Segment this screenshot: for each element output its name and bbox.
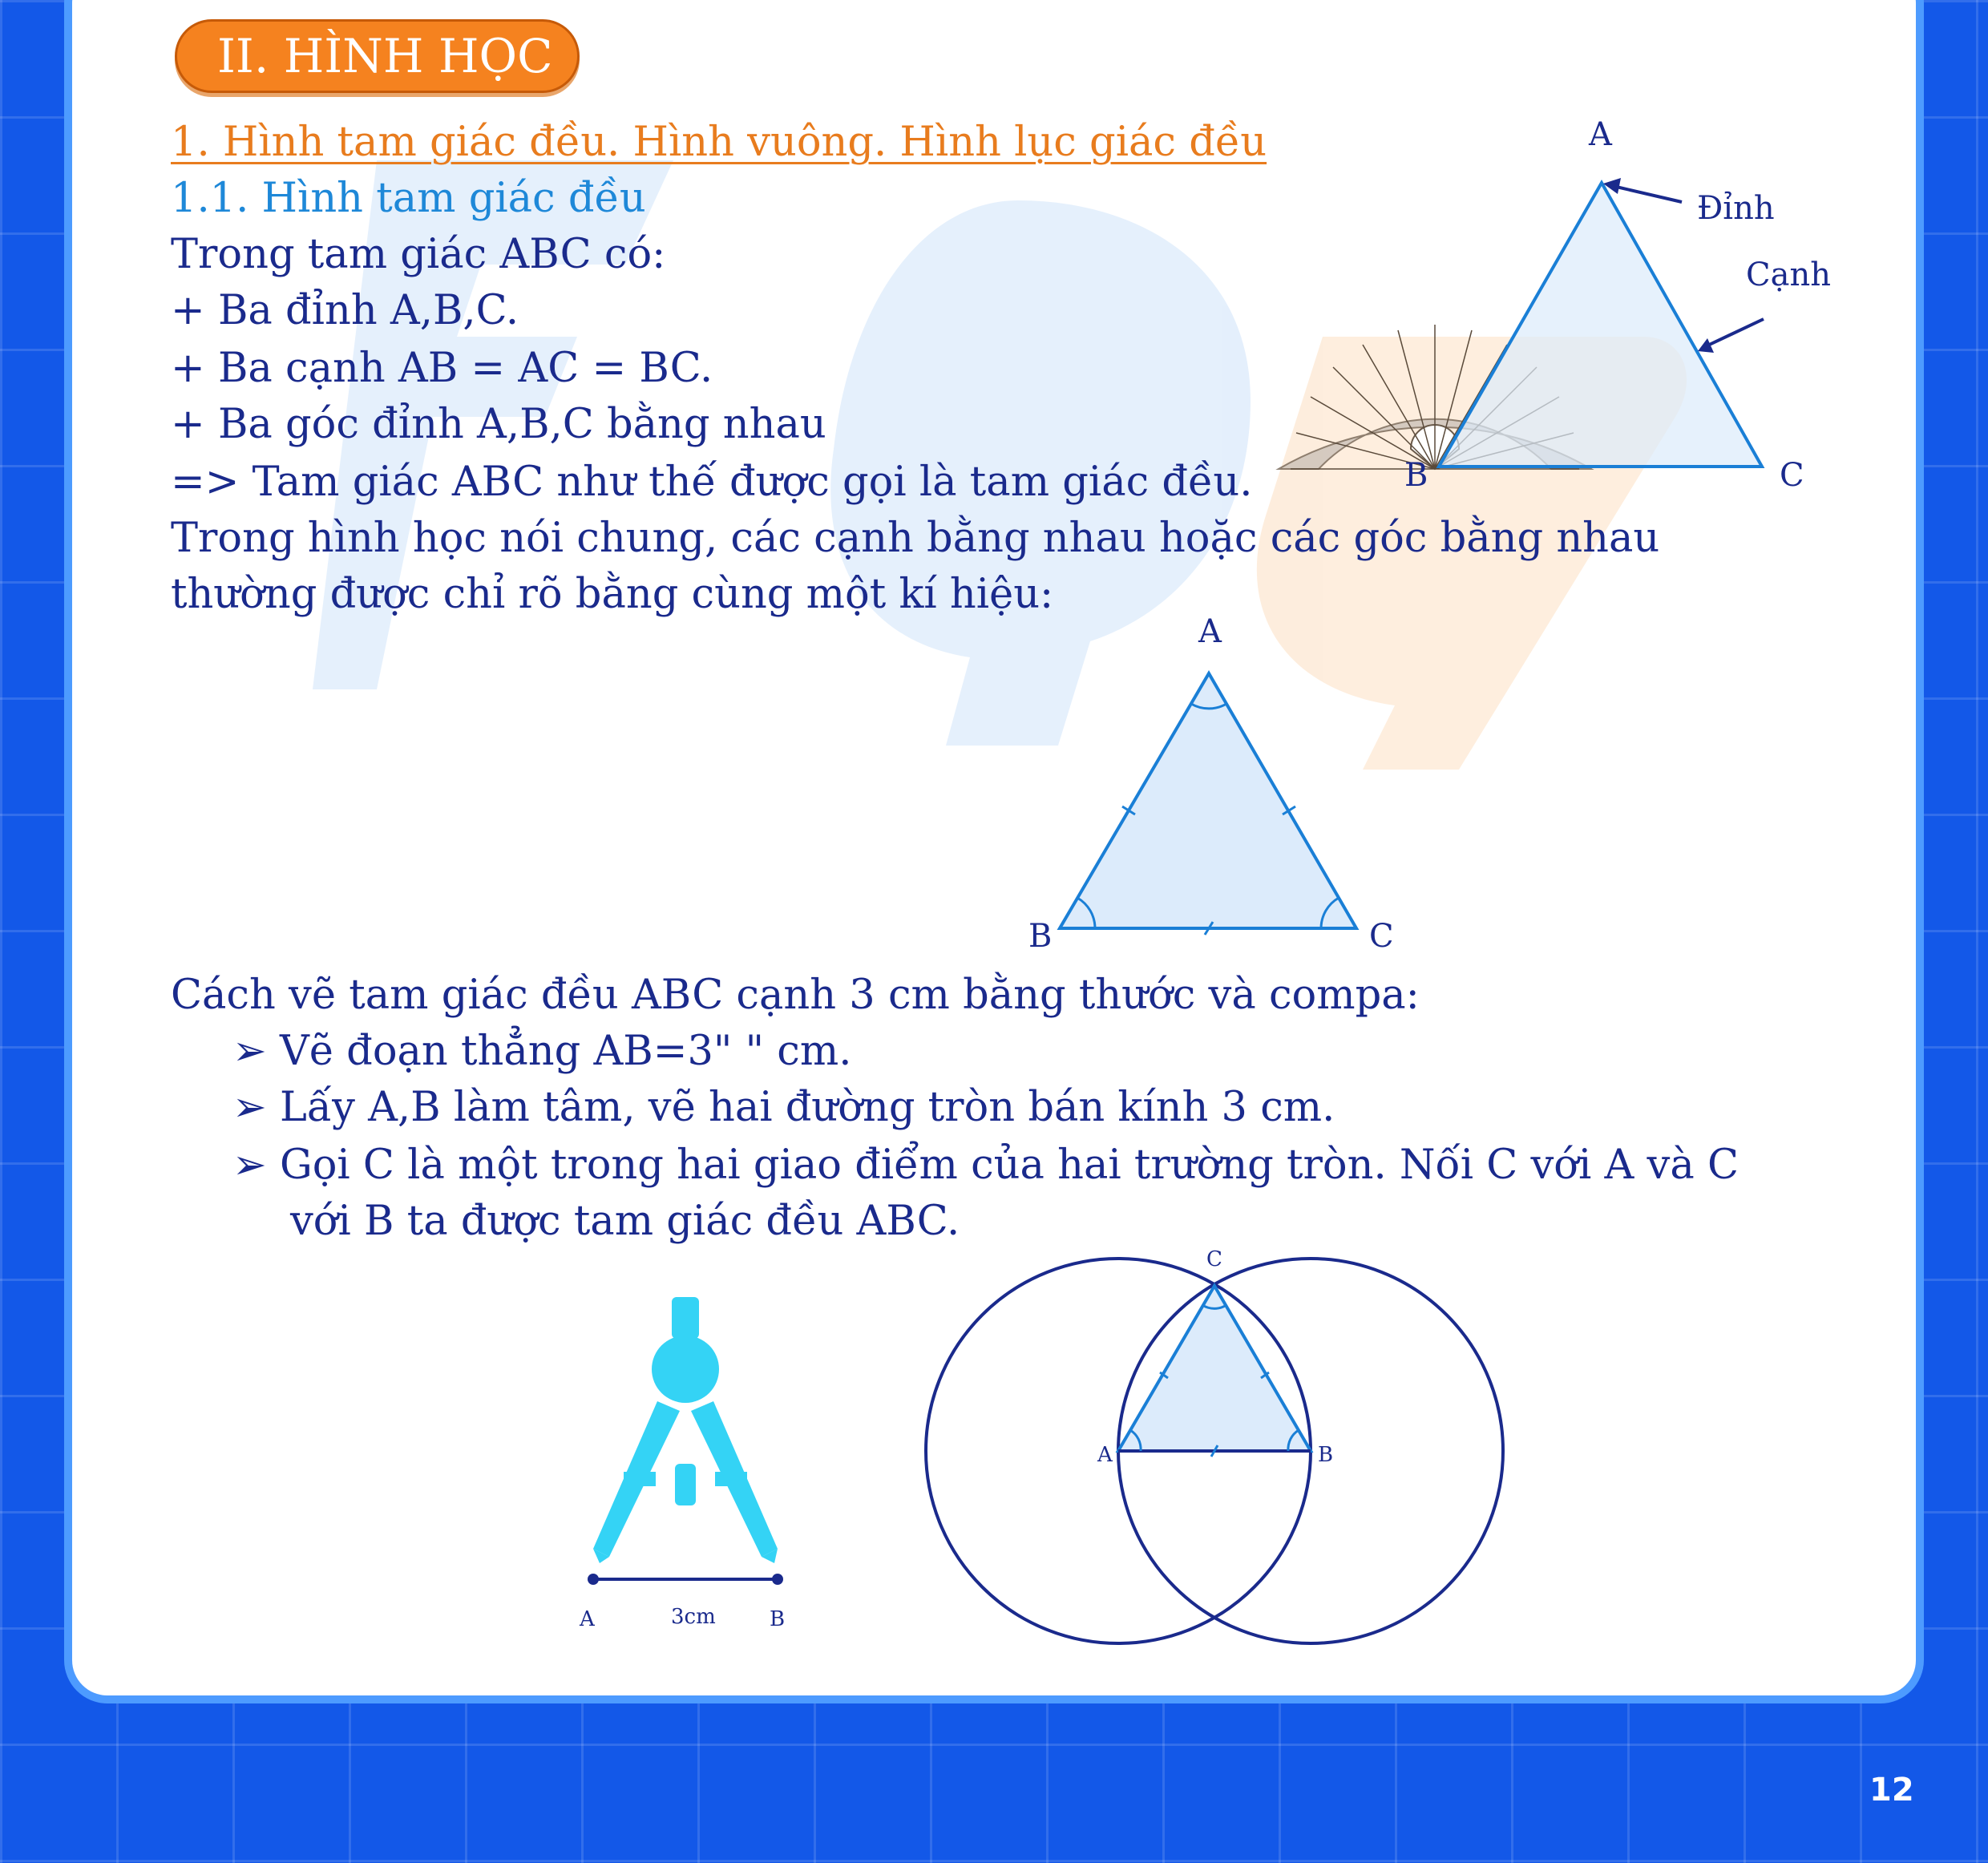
- heading-1-1: 1.1. Hình tam giác đều: [171, 175, 646, 222]
- fig2-label-A: A: [1198, 613, 1222, 650]
- heading-1: 1. Hình tam giác đều. Hình vuông. Hình lục giác đều: [171, 119, 1267, 166]
- arrowhead-bullet-icon: ➢: [232, 1084, 280, 1131]
- fig1-label-B: B: [1404, 457, 1428, 494]
- construction-title: Cách vẽ tam giác đều ABC cạnh 3 cm bằng thước và compa:: [171, 972, 1420, 1019]
- step-2: ➢ Lấy A,B làm tâm, vẽ hai đường tròn bán kính 3 cm.: [232, 1084, 1335, 1131]
- fig1-edge-label: Cạnh: [1746, 257, 1831, 293]
- fig2-label-B: B: [1028, 918, 1053, 955]
- section-title-pill: II. HÌNH HỌC: [175, 19, 580, 93]
- circles-label-B: B: [1318, 1443, 1334, 1467]
- bullet-angles: + Ba góc đỉnh A,B,C bằng nhau: [171, 401, 826, 448]
- fig1-label-C: C: [1780, 457, 1804, 494]
- arrowhead-bullet-icon: ➢: [232, 1028, 280, 1075]
- bullet-vertices: + Ba đỉnh A,B,C.: [171, 287, 519, 334]
- step-3-continued: với B ta được tam giác đều ABC.: [290, 1198, 960, 1245]
- step-3: ➢ Gọi C là một trong hai giao điểm của hai trường tròn. Nối C với A và C: [232, 1142, 1739, 1189]
- compass-length-label: 3cm: [671, 1605, 716, 1629]
- compass-label-B: B: [770, 1607, 786, 1631]
- arrowhead-bullet-icon: ➢: [232, 1142, 280, 1189]
- circles-label-C: C: [1206, 1247, 1222, 1271]
- compass-label-A: A: [580, 1607, 595, 1631]
- note-line-1: Trong hình học nói chung, các cạnh bằng nhau hoặc các góc bằng nhau: [171, 515, 1660, 562]
- fig2-label-C: C: [1369, 918, 1394, 955]
- intro-line: Trong tam giác ABC có:: [171, 231, 666, 278]
- bullet-sides: + Ba cạnh AB = AC = BC.: [171, 345, 713, 392]
- conclusion-line: => Tam giác ABC như thế được gọi là tam giác đều.: [171, 459, 1253, 506]
- fig1-label-A: A: [1589, 116, 1612, 153]
- step-1: ➢ Vẽ đoạn thẳng AB=3" " cm.: [232, 1028, 852, 1075]
- page-number: 12: [1869, 1772, 1914, 1808]
- note-line-2: thường được chỉ rõ bằng cùng một kí hiệu:: [171, 571, 1054, 618]
- fig1-vertex-label: Đỉnh: [1697, 190, 1775, 227]
- circles-label-A: A: [1097, 1443, 1113, 1467]
